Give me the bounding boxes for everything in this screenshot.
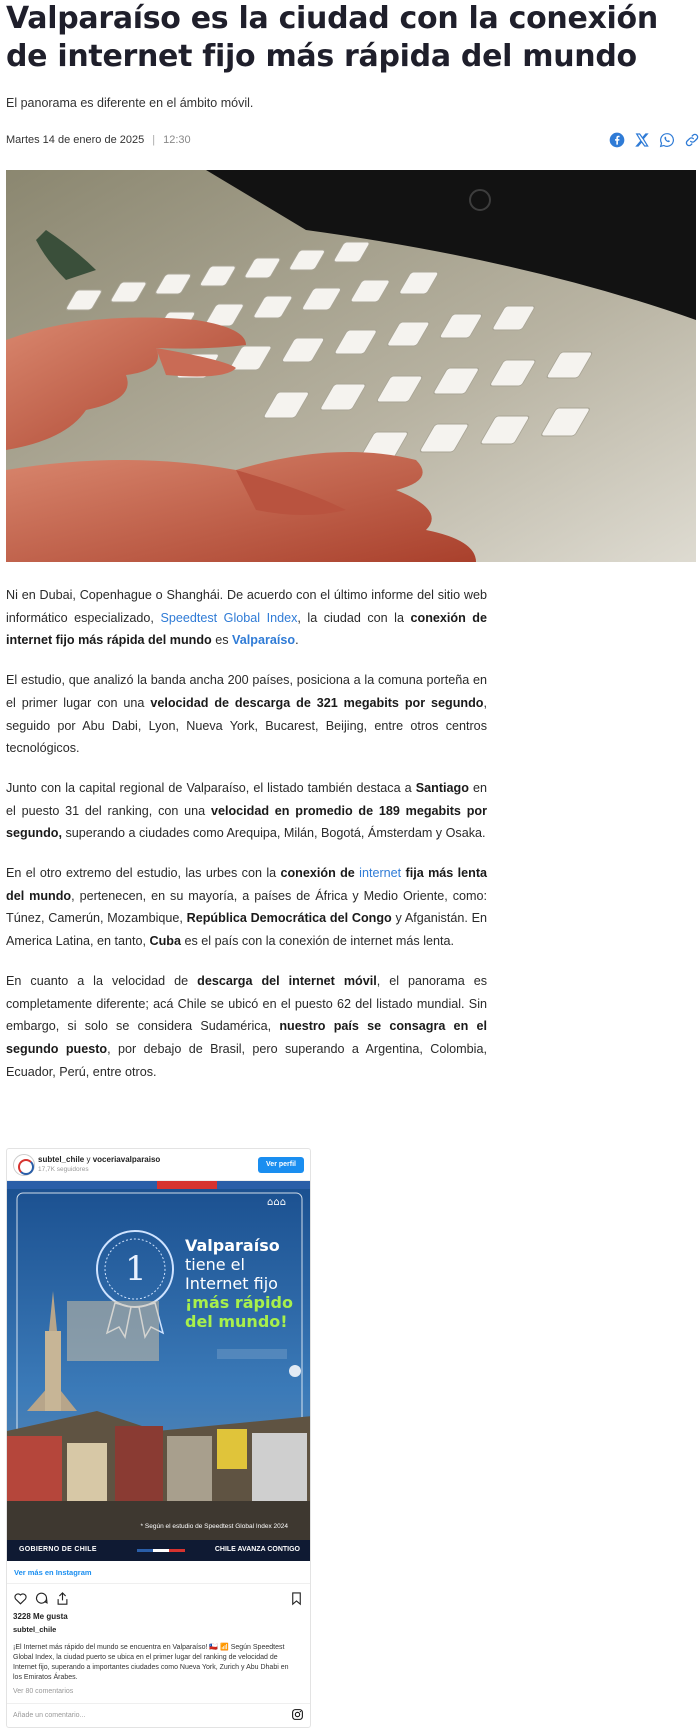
- instagram-embed: [6, 1148, 311, 1728]
- bold-text: República Democrática del Congo: [186, 911, 392, 926]
- instagram-usernames[interactable]: [38, 1155, 160, 1164]
- paragraph-4: [6, 862, 487, 953]
- bold-text: descarga del internet móvil: [197, 973, 377, 988]
- username-subtel[interactable]: subtel_chile: [38, 1155, 85, 1164]
- post-caption: ¡El Internet más rápido del mundo se encuentra en Valparaíso! 🇨🇱 📶 Según Speedtest Global Index, la ciudad puerto se ubica en el primer lugar del ranking de velocidad de Internet fijo, superando a importantes ciudades como Nueva York, Zurich y Abu Dhabi en los Emiratos Árabes.: [13, 1644, 289, 1681]
- post-owner[interactable]: subtel_chile: [13, 1625, 57, 1634]
- share-whatsapp-button[interactable]: [659, 132, 675, 148]
- headline-line: ¡más rápido: [185, 1293, 293, 1312]
- share-facebook-button[interactable]: [609, 132, 625, 148]
- svg-text:⌂⌂⌂: ⌂⌂⌂: [267, 1197, 287, 1208]
- text: , por debajo de Brasil, pero superando a Argentina, Colombia, Ecuador, Perú, entre otros.: [6, 1041, 487, 1079]
- instagram-header: [7, 1149, 310, 1181]
- text: , seguido por Abu Dabi, Lyon, Nueva York, Bucarest, Beijing, entre otros centros tecnológicos.: [6, 695, 487, 756]
- bold-text: Cuba: [149, 934, 181, 949]
- article-meta: [6, 134, 191, 146]
- article-body: [6, 584, 487, 1100]
- headline-line: tiene el: [185, 1255, 245, 1274]
- add-comment-input[interactable]: Añade un comentario...: [13, 1712, 86, 1719]
- share-link-button[interactable]: [684, 132, 700, 148]
- text: es el país con la conexión de internet más lenta.: [181, 934, 455, 949]
- article-title: Valparaíso es la ciudad con la conexión de internet fijo más rápida del mundo: [6, 1, 658, 74]
- post-headline: [185, 1236, 293, 1331]
- medal-number: 1: [125, 1249, 147, 1289]
- bold-text: Santiago: [415, 780, 469, 795]
- slogan-label: CHILE AVANZA CONTIGO: [214, 1546, 300, 1553]
- paragraph-1: [6, 584, 487, 652]
- text: en el puesto 31 del ranking, con una: [6, 780, 487, 818]
- text: En el otro extremo del estudio, las urbes con la: [6, 866, 281, 881]
- post-footnote: * Según el estudio de Speedtest Global Index 2024: [140, 1523, 288, 1530]
- instagram-post-image[interactable]: [7, 1181, 311, 1561]
- meta-separator: |: [152, 134, 156, 146]
- view-profile-button[interactable]: Ver perfil: [258, 1157, 304, 1173]
- headline-line: del mundo!: [185, 1312, 288, 1331]
- save-button[interactable]: [289, 1591, 304, 1611]
- text: , la ciudad con la: [297, 610, 411, 625]
- headline-line: Internet fijo: [185, 1274, 278, 1293]
- publish-date: Martes 14 de enero de 2025: [6, 134, 145, 146]
- facebook-icon: [609, 132, 625, 148]
- link-valparaiso[interactable]: Valparaíso: [232, 633, 296, 648]
- link-speedtest[interactable]: Speedtest Global Index: [160, 610, 298, 625]
- share-icon[interactable]: [55, 1591, 70, 1606]
- username-voceria[interactable]: voceriavalparaiso: [92, 1155, 161, 1164]
- text: , el panorama es completamente diferente; acá Chile se ubicó en el puesto 62 del listado mundial. Sin embargo, si solo se considera Sudamérica,: [6, 973, 487, 1034]
- text: Junto con la capital regional de Valparaíso, el listado también destaca a: [6, 780, 416, 795]
- article-subtitle: El panorama es diferente en el ámbito móvil.: [6, 96, 254, 110]
- label-word: CHILE: [74, 1546, 97, 1553]
- instagram-icon: [291, 1708, 304, 1721]
- text: superando a ciudades como Arequipa, Milán, Bogotá, Ámsterdam y Osaka.: [61, 826, 486, 841]
- post-banner: [7, 1540, 311, 1561]
- comment-icon[interactable]: [34, 1591, 49, 1606]
- text: , pertenecen, en su mayoría, a países de África y Medio Oriente, como: Túnez, Camerún, Mozambique,: [6, 888, 487, 926]
- instagram-logo[interactable]: [291, 1708, 304, 1726]
- paragraph-2: [6, 669, 487, 760]
- post-actions: [13, 1591, 70, 1606]
- bold-text: velocidad de descarga de 321 megabits por segundo: [150, 695, 484, 710]
- keyboard-photo: [6, 170, 696, 562]
- bookmark-icon: [289, 1591, 304, 1606]
- link-internet[interactable]: internet: [359, 866, 402, 881]
- label-word: DE: [61, 1546, 73, 1553]
- whatsapp-icon: [659, 132, 675, 148]
- bold-text: conexión de: [280, 866, 355, 881]
- text: El estudio, que analizó la banda ancha 200 países, posiciona a la comuna porteña en el primer lugar con una: [6, 673, 487, 710]
- text: .: [295, 633, 299, 648]
- text: es: [211, 633, 233, 648]
- avatar[interactable]: [13, 1154, 35, 1176]
- and-text: y: [86, 1155, 91, 1164]
- gobierno-label: [19, 1546, 97, 1553]
- divider: [7, 1703, 311, 1704]
- share-x-button[interactable]: [634, 132, 650, 148]
- publish-time: 12:30: [163, 134, 191, 146]
- bold-text: velocidad en promedio de 189 megabits por segundo,: [6, 803, 487, 841]
- view-comments-link[interactable]: Ver 80 comentarios: [13, 1688, 74, 1695]
- share-bar: [609, 132, 700, 148]
- text: Ni en Dubai, Copenhague o Shanghái. De acuerdo con el último informe del sitio web informático especializado,: [6, 588, 487, 625]
- x-icon: [634, 132, 650, 148]
- bold-text: nuestro país se consagra en el segundo puesto: [6, 1019, 487, 1056]
- flag-stripe: [137, 1549, 185, 1552]
- divider: [7, 1583, 311, 1584]
- link-icon: [684, 132, 700, 148]
- paragraph-3: [6, 777, 487, 845]
- text: En cuanto a la velocidad de: [6, 973, 198, 988]
- bold-text: conexión de internet fijo más rápida del mundo: [6, 610, 487, 648]
- label-word: GOBIERNO: [19, 1546, 60, 1553]
- heart-icon[interactable]: [13, 1591, 28, 1606]
- see-more-instagram-link[interactable]: Ver más en Instagram: [14, 1568, 92, 1577]
- headline-line: Valparaíso: [185, 1236, 280, 1255]
- text: y Afganistán. En America Latina, en tanto,: [6, 911, 487, 949]
- hero-image-laptop-keyboard: [6, 170, 696, 562]
- followers-count: 17,7K seguidores: [38, 1166, 89, 1173]
- likes-count: 3228 Me gusta: [13, 1612, 68, 1621]
- paragraph-5: [6, 970, 487, 1084]
- bold-text: fija más lenta del mundo: [6, 866, 488, 903]
